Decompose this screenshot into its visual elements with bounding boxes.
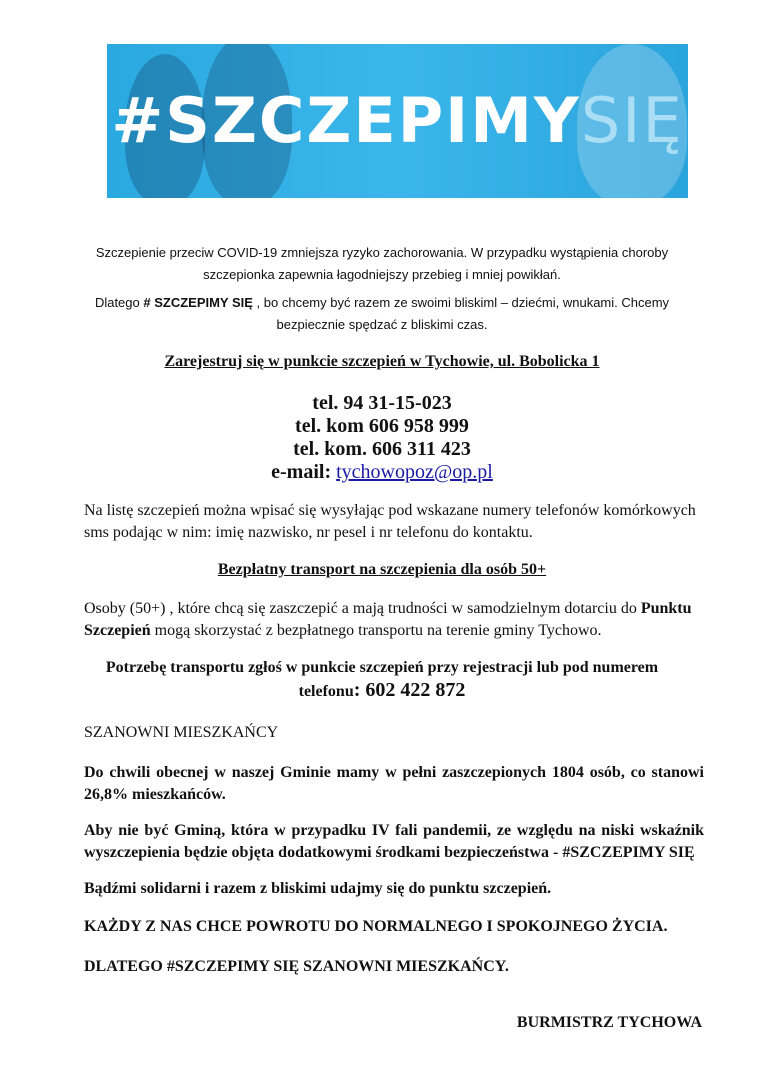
phone-3: tel. kom. 606 311 423 <box>293 438 471 460</box>
email-link[interactable]: tychowopoz@op.pl <box>336 461 493 483</box>
phone-2: tel. kom 606 958 999 <box>295 415 469 437</box>
transport-phone-number: : 602 422 872 <box>353 679 466 701</box>
sms-info-paragraph: Na listę szczepień można wpisać się wysyłając pod wskazane numery telefonów komórkowych sms podając w nim: imię nazwisko, nr pesel i nr telefonu do kontaktu. <box>84 502 696 541</box>
greeting: SZANOWNI MIESZKAŃCY <box>84 724 279 741</box>
transport-request: Potrzebę transportu zgłoś w punkcie szczepień przy rejestracji lub pod numerem telefonu: 602 422 872 <box>105 659 659 701</box>
signature: BURMISTRZ TYCHOWA <box>516 1014 702 1031</box>
closing-hashtag-paragraph: DLATEGO #SZCZEPIMY SIĘ SZANOWNI MIESZKAŃCY. <box>84 958 509 975</box>
campaign-banner <box>107 44 688 198</box>
intro-paragraph-hashtag: Dlatego # SZCZEPIMY SIĘ , bo chcemy być razem ze swoimi bliskiml – dziećmi, wnukami. Chcemy bezpiecznie spędzać z bliskimi czas. <box>94 295 670 332</box>
contact-block <box>82 392 682 484</box>
intro-paragraph: Szczepienie przeciw COVID-19 zmniejsza ryzyko zachorowania. W przypadku wystąpienia choroby szczepionka zapewnia łagodniejszy przebieg i mniej powikłań. <box>95 245 669 282</box>
transport-paragraph: Osoby (50+) , które chcą się zaszczepić a mają trudności w samodzielnym dotarciu do Punktu Szczepień mogą skorzystać z bezpłatnego transportu na terenie gminy Tychowo. <box>84 600 692 639</box>
vaccination-stats-paragraph: Do chwili obecnej w naszej Gminie mamy w pełni zaszczepionych 1804 osób, co stanowi 26,8% mieszkańców. <box>84 764 704 803</box>
email-line: e-mail: tychowopoz@op.pl <box>271 461 493 483</box>
transport-heading: Bezpłatny transport na szczepienia dla osób 50+ <box>217 561 547 578</box>
banner-hashtag: #SZCZEPIMYSIĘ <box>111 84 684 157</box>
solidarity-paragraph: Bądźmi solidarni i razem z bliskimi udajmy się do punktu szczepień. <box>84 880 552 897</box>
register-heading: Zarejestruj się w punkcie szczepień w Tychowie, ul. Bobolicka 1 <box>164 353 600 370</box>
fourth-wave-paragraph: Aby nie być Gminą, która w przypadku IV fali pandemii, ze względu na niski wskaźnik wyszczepienia będzie objęta dodatkowymi środkami bezpieczeństwa - #SZCZEPIMY SIĘ <box>84 822 704 861</box>
phone-1: tel. 94 31-15-023 <box>312 392 452 414</box>
normal-life-paragraph: KAŻDY Z NAS CHCE POWROTU DO NORMALNEGO I SPOKOJNEGO ŻYCIA. <box>84 918 668 935</box>
